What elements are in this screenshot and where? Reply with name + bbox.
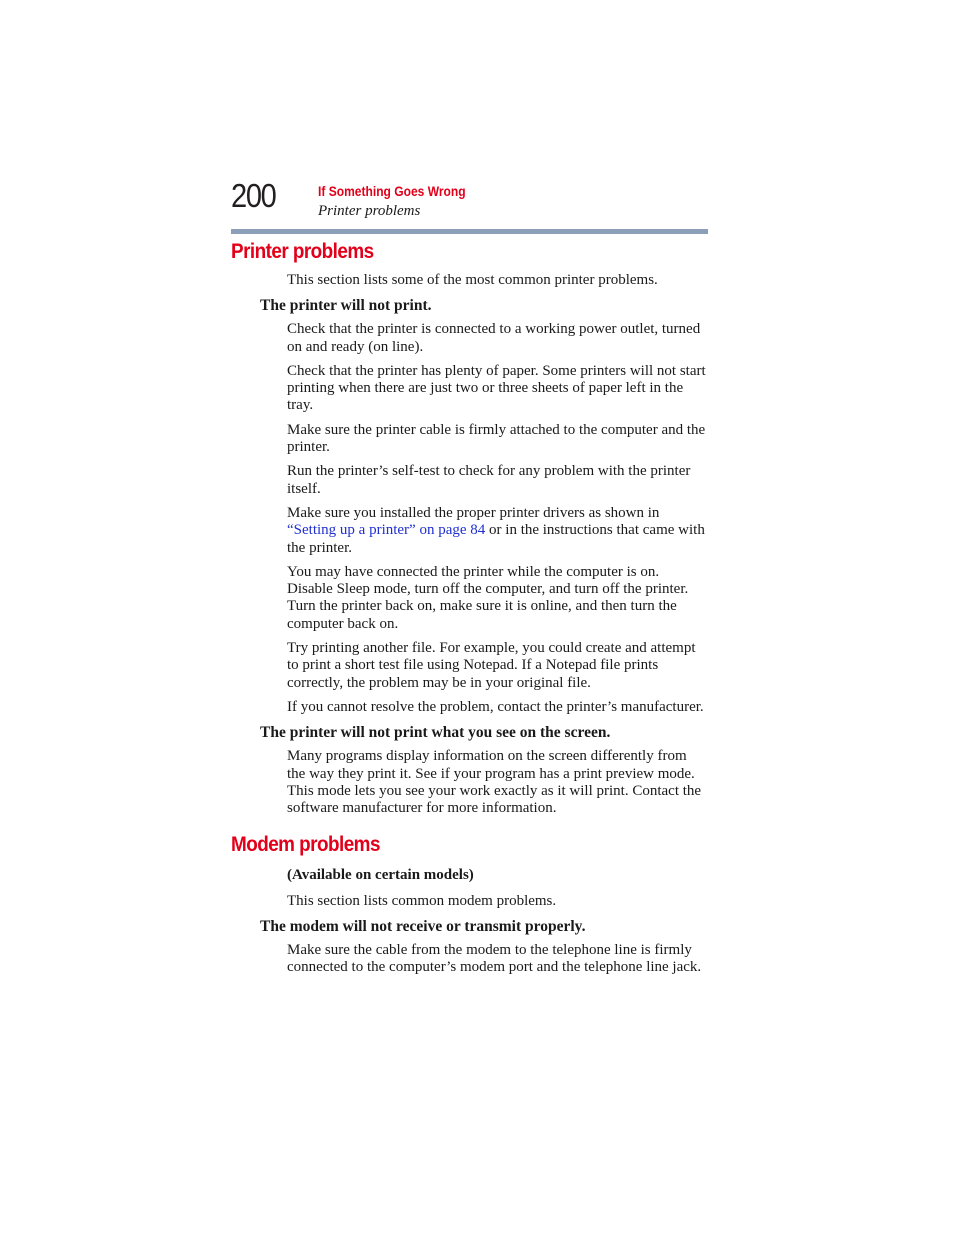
modem-issue-para: Make sure the cable from the modem to the telephone line is firmly connected to the computer’s modem port and the telephone line jack. [287, 942, 702, 976]
printer-issue-no-print-para: Make sure the printer cable is firmly attached to the computer and the printer. [287, 421, 706, 456]
printer-issue-no-print-para [287, 505, 708, 557]
setting-up-printer-link[interactable]: “Setting up a printer” on page 84 [287, 522, 486, 539]
running-header-section: Printer problems [318, 203, 421, 219]
page-number: 200 [231, 177, 276, 214]
printer-issue-no-print-para: You may have connected the printer while the computer is on. Disable Sleep mode, turn off the computer, and turn off the printer. Turn the printer back on, make sure it is online, and then turn the computer back on. [287, 563, 689, 632]
page-content [231, 238, 708, 984]
printer-issue-no-print-para: Check that the printer is connected to a working power outlet, turned on and ready (on line). [287, 321, 701, 355]
running-header-chapter: If Something Goes Wrong [318, 183, 466, 199]
modem-intro: This section lists common modem problems. [287, 892, 557, 909]
printer-issue-no-print-para: If you cannot resolve the problem, contact the printer’s manufacturer. [287, 698, 704, 715]
header-rule [231, 229, 708, 234]
modem-problems-heading: Modem problems [231, 833, 380, 857]
printer-problems-heading: Printer problems [231, 240, 374, 263]
para-text: Make sure you installed the proper printer drivers as shown in [287, 504, 660, 521]
printer-issue-no-print-para: Try printing another file. For example, you could create and attempt to print a short test file using Notepad. If a Notepad file prints correctly, the problem may be in your original file. [287, 640, 696, 691]
printer-issue-no-print-para: Run the printer’s self-test to check for any problem with the printer itself. [287, 463, 691, 497]
printer-issue-screen-title: The printer will not print what you see on the screen. [260, 724, 611, 742]
printer-intro: This section lists some of the most common printer problems. [287, 272, 658, 288]
modem-availability-note: (Available on certain models) [287, 867, 474, 884]
para-text: or in the instructions that came with the printer. [287, 522, 705, 556]
printer-issue-no-print-para: Check that the printer has plenty of paper. Some printers will not start printing when there are just two or three sheets of paper left in the tray. [287, 362, 706, 414]
modem-issue-title: The modem will not receive or transmit properly. [260, 918, 586, 936]
printer-issue-no-print-title: The printer will not print. [260, 297, 432, 315]
printer-issue-screen-para: Many programs display information on the screen differently from the way they print it. See if your program has a print preview mode. This mode lets you see your work exactly as it will print. Contact the software manufacturer for more information. [287, 748, 702, 817]
